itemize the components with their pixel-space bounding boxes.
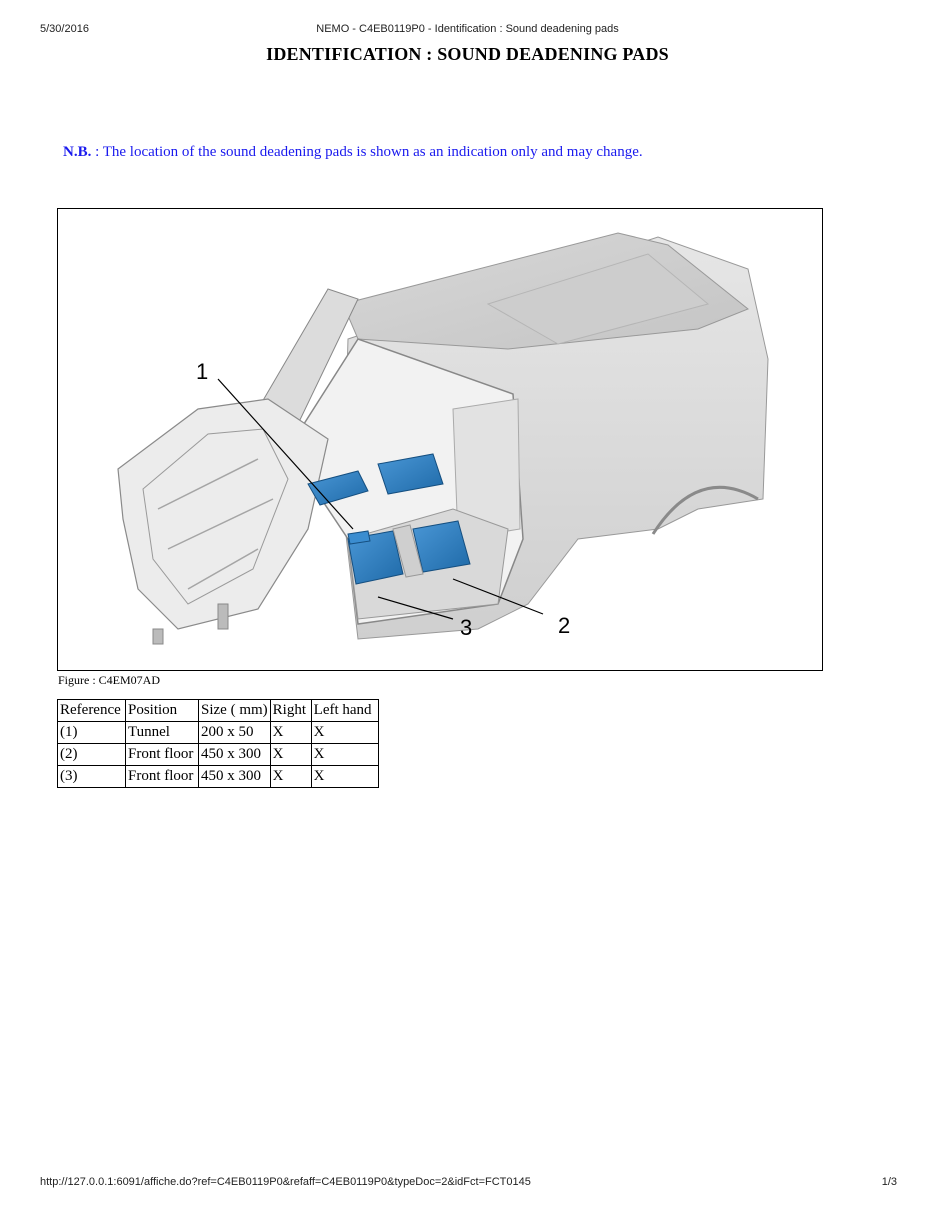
table-row (58, 744, 379, 766)
figure-caption: Figure : C4EM07AD (58, 673, 160, 687)
header-left-hand: Left hand (311, 700, 378, 722)
vehicle-body-illustration (58, 209, 822, 670)
note-label: N.B. (63, 144, 92, 160)
cell-reference: (1) (58, 722, 126, 744)
cell-size: 450 x 300 (199, 766, 271, 788)
cell-right: X (270, 766, 311, 788)
note (63, 144, 643, 161)
header-date: 5/30/2016 (40, 23, 89, 35)
figure-vehicle-body (57, 208, 823, 671)
cell-left-hand: X (311, 766, 378, 788)
header-document-title: NEMO - C4EB0119P0 - Identification : Sound deadening pads (316, 23, 619, 35)
header-reference: Reference (58, 700, 126, 722)
header-right: Right (270, 700, 311, 722)
cell-position: Front floor (126, 766, 199, 788)
pad-reference-table (57, 699, 379, 788)
cell-position: Front floor (126, 744, 199, 766)
cell-left-hand: X (311, 722, 378, 744)
cell-position: Tunnel (126, 722, 199, 744)
table-row (58, 766, 379, 788)
header-position: Position (126, 700, 199, 722)
header-size: Size ( mm) (199, 700, 271, 722)
cell-size: 200 x 50 (199, 722, 271, 744)
cell-reference: (2) (58, 744, 126, 766)
table-row (58, 722, 379, 744)
note-text: : The location of the sound deadening pads is shown as an indication only and may change. (91, 144, 643, 160)
footer-url: http://127.0.0.1:6091/affiche.do?ref=C4EB0119P0&refaff=C4EB0119P0&typeDoc=2&idFct=FCT0145 (40, 1176, 531, 1188)
cell-size: 450 x 300 (199, 744, 271, 766)
table-header-row (58, 700, 379, 722)
page-title: IDENTIFICATION : SOUND DEADENING PADS (266, 44, 669, 64)
cell-right: X (270, 722, 311, 744)
callout-label-1: 1 (196, 359, 209, 384)
footer-page-number: 1/3 (881, 1176, 897, 1188)
callout-label-3: 3 (460, 615, 473, 640)
cell-right: X (270, 744, 311, 766)
callout-label-2: 2 (558, 613, 571, 638)
cell-reference: (3) (58, 766, 126, 788)
cell-left-hand: X (311, 744, 378, 766)
